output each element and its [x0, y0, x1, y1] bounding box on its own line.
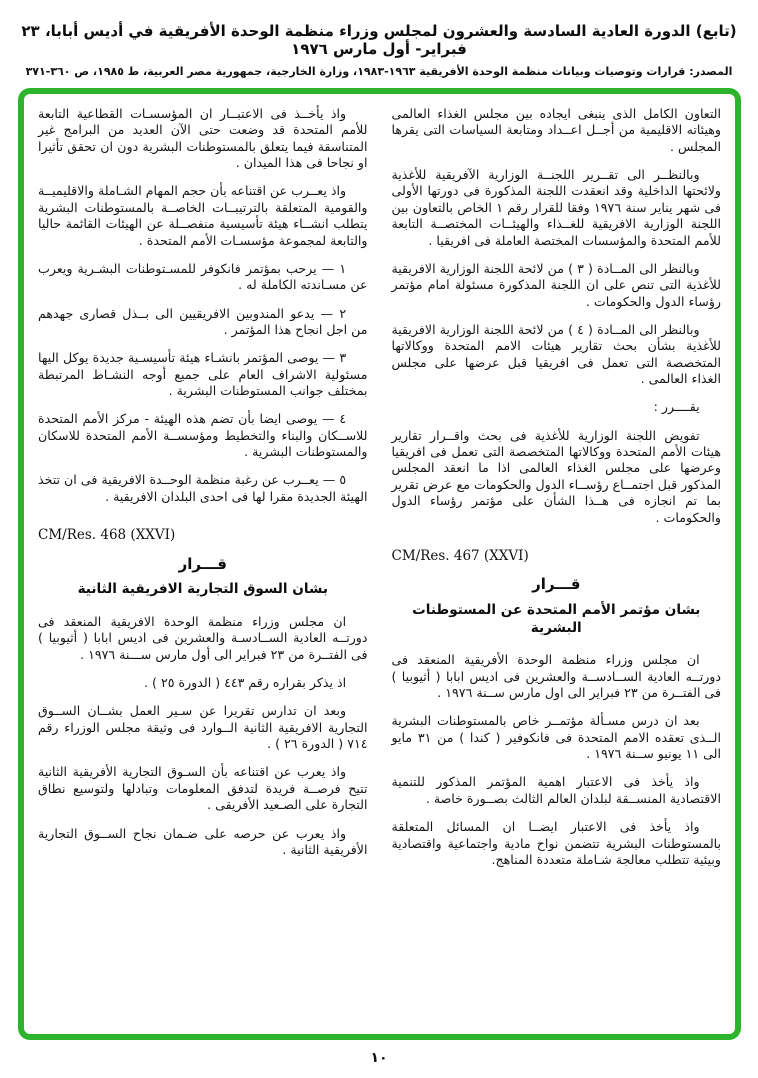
paragraph: ان مجلس وزراء منظمة الوحدة الأفريقية المنعقد فى دورتــه العادية الســادســة والعشرين فى اديس ابابا ( أثيوبيا ) فى الفتــرة من ٢٣ فبراير الى اول مارس ســنة ١٩٧٦ . [391, 652, 721, 701]
numbered-item-5: ٥ — يعــرب عن رغبة منظمة الوحــدة الافريقية فى ان تتخذ الهيئة الجديدة مقرا لها فى احدى البلدان الافريقية . [38, 472, 368, 504]
page-number: ١٠ [370, 1050, 388, 1066]
paragraph: وبالنظر الى المــادة ( ٣ ) من لائحة اللجنة الوزارية الافريقية للأغذية التى تنص على ان اللجنة المذكورة مسئولة امام مؤتمر رؤساء الدول والحكومات . [391, 260, 721, 309]
column-left [38, 106, 368, 1024]
resolution-ref-468: CM/Res. 468 (XXVI) [38, 527, 176, 544]
paragraph: وبالنظر الى المــادة ( ٤ ) من لائحة اللجنة الوزارية الافريقية للأغذية بشأن بحث تقارير هيئات الامم المتحدة ووكالاتها المتخصصة التى تعمل فى افريقيا قبل عرضها على مجلس الغذاء العالمى . [391, 321, 721, 387]
numbered-item-1: ١ — يرحب بمؤتمر فانكوفر للمسـتوطنات البشـرية ويعرب عن مسـاندته الكاملة له . [38, 260, 368, 293]
paragraph: واذ يعرب عن حرصه على ضـمان نجاح الســوق التجارية الأفريقية الثانية . [38, 825, 368, 857]
session-title: (تابع) الدورة العادية السادسة والعشرون لمجلس وزراء منظمة الوحدة الأفريقية في أديس أبابا، ٢٣ فبراير- أول مارس ١٩٧٦ [21, 22, 737, 58]
numbered-item-4: ٤ — يوصى ايضا بأن تضم هذه الهيئة - مركز الأمم المتحدة للاســكان والبناء والتخطيط ومؤسســة الأمم المتحدة للاسكان والمستوطنات البشرية . [38, 411, 368, 460]
column-right [392, 106, 722, 1024]
paragraph: وبالنظــر الى تقــرير اللجنــة الوزارية الآفريقية للأغذية ولائحتها الداخلية وقد انعقدت اللجنة المذكورة فى دورتها الأولى فى شهر يناير سنة ١٩٧٦ وفقا للقرار رقم ١ الخاص بالتعاون بين اللجنة الوزارية الافريقية للغــذاء والهيئــات المختصــة التابعة للأمم المتحدة والمؤسسات المختصة العاملة فى افريقيا . [391, 167, 721, 248]
decides-label: يقــــرر : [653, 399, 700, 415]
document-header [0, 0, 758, 78]
numbered-item-2: ٢ — يدعو المندوبين الافريقيين الى بــذل قصارى جهدهم من اجل انجاح هذا المؤتمر . [38, 305, 368, 337]
two-column-layout [38, 106, 721, 1024]
paragraph: التعاون الكامل الذى ينبغى ايجاده بين مجلس الغذاء العالمى وهيئاته الاقليمية من أجــل اعــداد ومتابعة السياسات التى يقرها المجلس . [391, 106, 721, 154]
page-border-frame [18, 88, 741, 1040]
paragraph: واذ يأخذ فى الاعتبار ايضــا ان المسائل المتعلقة بالمستوطنات البشرية تتضمن نواح مادية واجتماعية واقتصادية وبيئية تتطلب معالجة شـاملة متعددة المناهج. [391, 819, 721, 867]
paragraph: واذ يعرب عن اقتناعه بأن السـوق التجارية الأفريقية الثانية تتيح فرصــة فريدة لتدفق المعلومات وتبادلها ولتوسيع نطاق التجارة على الصـعيد الأفريقى . [38, 764, 368, 813]
decree-title: قـــرار [532, 575, 581, 594]
paragraph: واذ يأخــذ فى الاعتبــار ان المؤسسـات القطاعية التابعة للأمم المتحدة قد وضعت حتى الآن العديد من البرامج غير المتناسقة فيما يتعلق بالمستوطنات البشرية دون ان تحقق تأثيرا او نجاحا فى هذا الميدان . [38, 106, 368, 171]
paragraph: واذ يأخذ فى الاعتبار اهمية المؤتمر المذكور للتنمية الاقتصادية المنســقة لبلدان العالم الثالث بصــورة خاصة . [391, 774, 721, 806]
numbered-item-3: ٣ — يوصى المؤتمر بانشـاء هيئة تأسيسـية جديدة يوكل اليها مسئولية الاشراف العام على جميع أوجه النشـاط المرتبطة بمختلف جوانب المستوطنات البشرية . [38, 350, 368, 399]
decision-paragraph: تفويض اللجنة الوزارية للأغذية فى بحث واقــرار تقارير هيئات الأمم المتحدة ووكالاتها المتخصصة التى تعمل فى افريقيا وعرضها على مجلس الغذاء العالمى اذا ما انعقد المجلس المذكور قبل اجتمــاع رؤســاء الدول والحكومات مع عرض تقرير بما تم انجازه فى هــذا الشأن على مؤتمر رؤساء الدول والحكومات . [391, 427, 721, 525]
decree-subject-habitat: بشان مؤتمر الأمم المتحدة عن المستوطنات البشرية [412, 601, 701, 636]
paragraph: ان مجلس وزراء منظمة الوحدة الافريقية المنعقد فى دورتــه العادية الســادسـة والعشرين فى اديس ابابا ( أثيوبيا ) فى الفتــرة من ٢٣ فبراير الى أول مارس ســـنة ١٩٧٦ . [38, 613, 368, 662]
paragraph: وبعد ان تدارس تقريرا عن سـير العمل بشــان الســوق التجارية الافريقية الثانية الــوارد فى وثيقة مجلس الوزراء رقم ٧١٤ ( الدورة ٢٦ ) . [38, 703, 368, 752]
source-citation: المصدر: قرارات وتوصيات وبيانات منظمة الوحدة الأفريقية ١٩٦٣-١٩٨٣، وزارة الخارجية، جمهورية مصر العربية، ط ١٩٨٥، ص ٣٦٠-٣٧١ [25, 65, 733, 78]
paragraph: واذ يعــرب عن اقتناعه بأن حجم المهام الشـاملة والاقليميــة والقومية المتعلقة بالترتيبــات الخاصــة بالمستوطنات البشرية يتطلب انشــاء هيئة تأسيسية منفصــلة عن الهيئات القائمة حاليا والتابعة لمجموعة مؤسسـات الأمم المتحدة . [38, 183, 368, 248]
decree-subject-trade-fair: بشان السوق التجارية الافريقية الثانية [77, 581, 328, 598]
paragraph: اذ يذكر بقراره رقم ٤٤٣ ( الدورة ٢٥ ) . [144, 674, 347, 690]
paragraph: بعد ان درس مسـألة مؤتمــر خاص بالمستوطنات البشرية الــذى تعقده الامم المتحدة فى فانكوفير ( كندا ) من ٣١ مايو الى ١١ يونيو ســنة ١٩٧٦ . [391, 713, 721, 762]
decree-title: قـــرار [178, 554, 227, 573]
resolution-ref-467: CM/Res. 467 (XXVI) [391, 547, 529, 564]
